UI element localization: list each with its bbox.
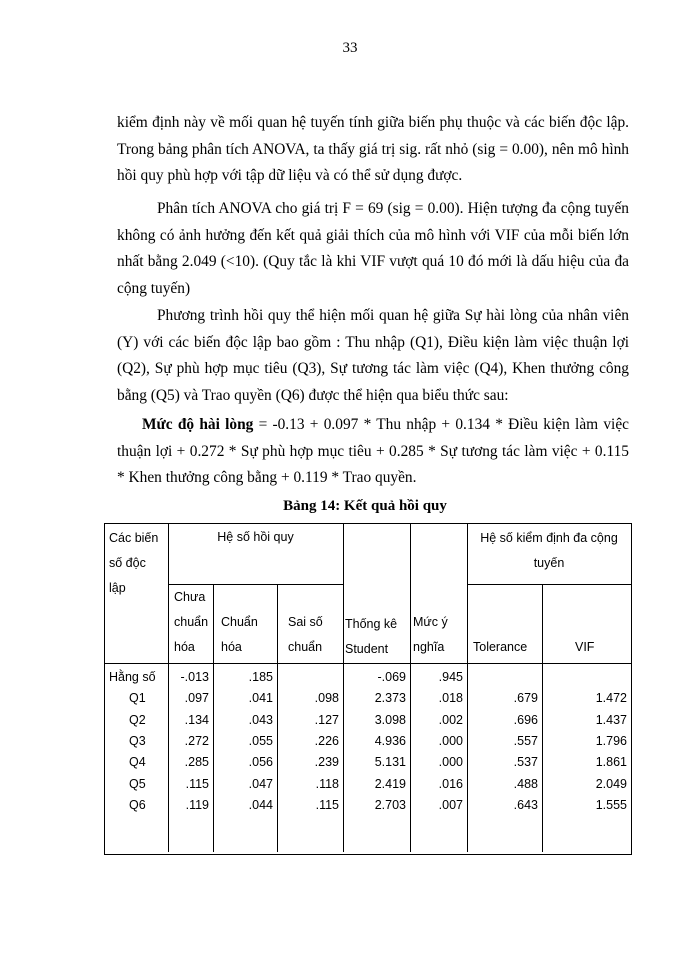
cell-standardized: .056 — [248, 755, 273, 770]
table-divider — [410, 524, 411, 852]
cell-t-stat: 2.419 — [374, 776, 406, 791]
cell-tolerance: .557 — [513, 733, 538, 748]
cell-standardized: .185 — [248, 670, 273, 684]
cell-t-stat: 2.703 — [374, 797, 406, 812]
cell-std-error: .239 — [314, 755, 339, 770]
row-label: Q1 — [129, 691, 146, 706]
paragraph-regression-equation-intro: Phương trình hồi quy thể hiện mối quan hệ giữa Sự hài lòng của nhân viên (Y) với các biến độc lập bao gồm : Thu nhập (Q1), Điều kiện làm việc thuận lợi (Q2), Sự phù hợp mục tiêu (Q3), Sự tương tác làm việc (Q4), Khen thưởng công bằng (Q5) và Trao quyền (Q6) được thể hiện qua biểu thức sau: — [117, 307, 629, 404]
equation-terms: = -0.13 + 0.097 * Thu nhập + 0.134 * Điều kiện làm việc thuận lợi + 0.272 * Sự phù hợp mục tiêu + 0.285 * Sự tương tác làm việc + 0.115 * Khen thưởng công bằng + 0.119 * Trao quyền. — [117, 416, 629, 487]
cell-standardized: .044 — [248, 797, 273, 812]
cell-t-stat: 4.936 — [374, 733, 406, 748]
table-divider — [277, 584, 278, 852]
header-significance: Mức ý nghĩa — [413, 615, 448, 654]
cell-t-stat: -.069 — [377, 670, 406, 684]
header-tolerance: Tolerance — [473, 640, 528, 654]
header-standardized: Chuẩn hóa — [221, 615, 258, 654]
header-unstandardized: Chưa chuẩn hóa — [174, 590, 209, 654]
cell-t-stat: 3.098 — [374, 712, 406, 727]
row-label: Q4 — [129, 755, 146, 770]
cell-unstandardized: .134 — [184, 712, 209, 727]
table-caption: Bảng 14: Kết quả hồi quy — [283, 498, 447, 514]
cell-significance: .000 — [438, 755, 463, 770]
cell-std-error: .115 — [315, 797, 339, 812]
cell-vif: 1.437 — [595, 712, 627, 727]
cell-significance: .007 — [438, 797, 463, 812]
cell-unstandardized: .285 — [184, 755, 209, 770]
cell-unstandardized: .097 — [184, 691, 209, 706]
cell-vif: 2.049 — [595, 776, 627, 791]
header-std-error: Sai số chuẩn — [288, 615, 323, 654]
cell-tolerance: .643 — [513, 797, 538, 812]
table-divider — [542, 584, 543, 852]
cell-vif: 1.796 — [595, 733, 627, 748]
cell-t-stat: 5.131 — [374, 755, 406, 770]
cell-tolerance: .537 — [513, 755, 538, 770]
cell-unstandardized: .119 — [185, 797, 209, 812]
cell-tolerance: .679 — [513, 691, 538, 706]
paragraph-anova-intro: kiểm định này về mối quan hệ tuyến tính giữa biến phụ thuộc và các biến độc lập. Trong bảng phân tích ANOVA, ta thấy giá trị sig. rất nhỏ (sig = 0.00), nên mô hình hồi quy phù hợp với tập dữ liệu và có thể sử dụng được. — [117, 114, 629, 185]
header-collinearity: Hệ số kiểm định đa cộng tuyến — [480, 531, 618, 570]
table-divider — [168, 524, 169, 852]
row-label: Q3 — [129, 733, 146, 748]
cell-significance: .000 — [438, 733, 463, 748]
row-label: Q6 — [129, 797, 146, 812]
cell-unstandardized: .272 — [184, 733, 209, 748]
regression-table — [104, 523, 632, 855]
cell-unstandardized: .115 — [185, 776, 209, 791]
row-label: Hằng số — [109, 670, 156, 684]
row-label: Q2 — [129, 712, 146, 727]
paragraph-regression-equation — [117, 412, 629, 492]
cell-std-error: .127 — [314, 712, 339, 727]
cell-std-error: .226 — [314, 733, 339, 748]
cell-tolerance: .696 — [513, 712, 538, 727]
cell-t-stat: 2.373 — [374, 691, 406, 706]
table-divider — [213, 584, 214, 852]
table-divider — [105, 663, 631, 664]
equation-dependent-variable: Mức độ hài lòng — [142, 416, 254, 433]
page-number: 33 — [342, 40, 358, 56]
header-t-stat: Thống kê Student — [345, 617, 398, 656]
cell-standardized: .047 — [248, 776, 273, 791]
cell-vif: 1.861 — [595, 755, 627, 770]
cell-significance: .018 — [438, 691, 463, 706]
header-independent-vars: Các biến số độc lập — [109, 531, 159, 595]
cell-tolerance: .488 — [513, 776, 538, 791]
cell-significance: .945 — [438, 670, 463, 684]
cell-vif: 1.472 — [595, 691, 627, 706]
cell-standardized: .041 — [248, 691, 273, 706]
cell-vif: 1.555 — [595, 797, 627, 812]
table-divider — [343, 524, 344, 852]
table-divider — [467, 584, 631, 585]
header-vif: VIF — [575, 640, 595, 654]
cell-standardized: .043 — [248, 712, 273, 727]
header-regression-coef: Hệ số hồi quy — [217, 530, 294, 544]
cell-significance: .002 — [438, 712, 463, 727]
paragraph-anova-result: Phân tích ANOVA cho giá trị F = 69 (sig = 0.00). Hiện tượng đa cộng tuyến không có ảnh hưởng đến kết quả giải thích của mô hình với VIF của mỗi biến lớn nhất bằng 2.049 (<10). (Quy tắc là khi VIF vượt quá 10 đó mới là dấu hiệu của đa cộng tuyến) — [117, 200, 629, 297]
cell-standardized: .055 — [248, 733, 273, 748]
cell-std-error: .118 — [315, 776, 339, 791]
cell-unstandardized: -.013 — [180, 670, 209, 684]
cell-significance: .016 — [438, 776, 463, 791]
row-label: Q5 — [129, 776, 146, 791]
cell-std-error: .098 — [314, 691, 339, 706]
